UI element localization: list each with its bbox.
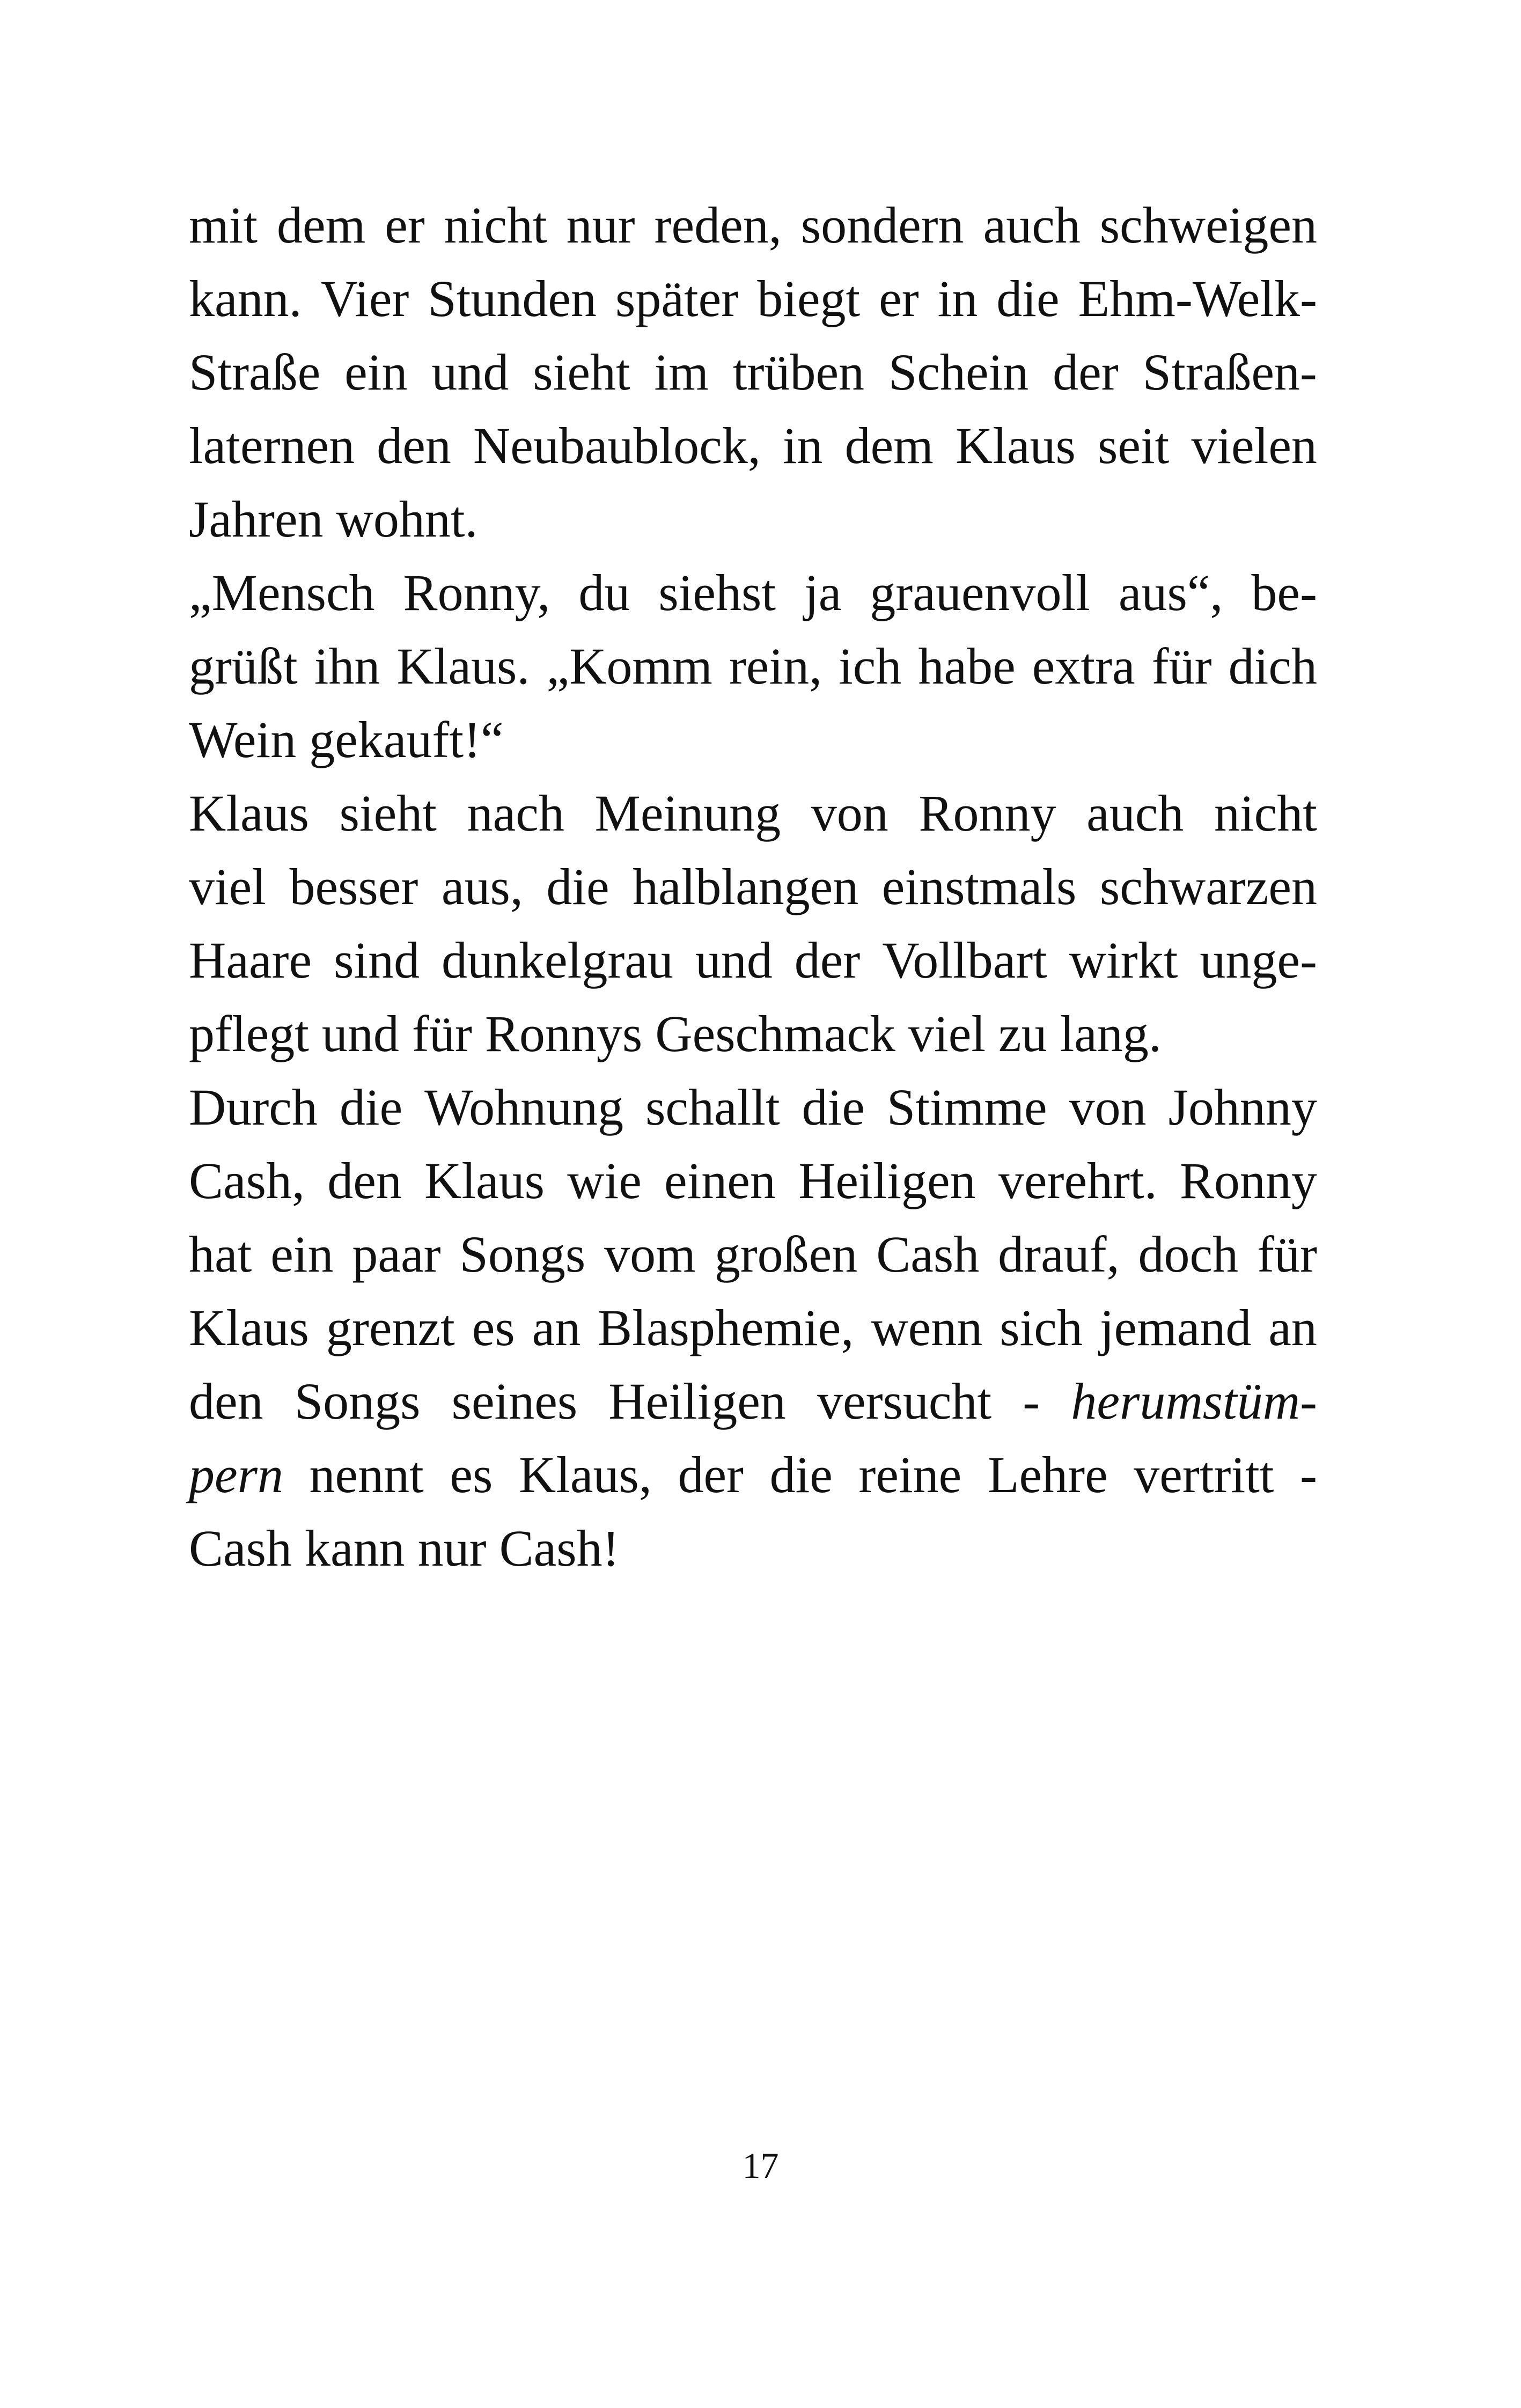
word: Ronny <box>919 784 1056 842</box>
word: Heiligen <box>608 1372 786 1430</box>
word: reden, <box>654 196 782 254</box>
word: - <box>1023 1372 1040 1430</box>
word: wie <box>567 1152 642 1209</box>
text-line <box>189 776 1317 850</box>
word: paar <box>352 1225 441 1283</box>
word: viel <box>189 858 266 915</box>
word: Klaus. <box>396 637 530 695</box>
word: für <box>1257 1225 1317 1283</box>
text-line <box>189 1364 1317 1438</box>
word: seines <box>451 1372 578 1430</box>
word: dunkelgrau <box>442 931 673 989</box>
word: im <box>654 343 709 401</box>
word: den <box>377 417 451 474</box>
word: hat <box>189 1225 252 1283</box>
word: verehrt. <box>998 1152 1157 1209</box>
word: der <box>678 1446 744 1503</box>
word: aus, <box>441 858 523 915</box>
word: in <box>782 417 823 474</box>
word: dem <box>844 417 934 474</box>
text-line <box>189 409 1317 482</box>
word: Klaus <box>189 1299 309 1356</box>
word: doch <box>1138 1225 1239 1283</box>
word: be- <box>1251 564 1317 621</box>
word: schweigen <box>1099 196 1317 254</box>
text-line <box>189 1144 1317 1217</box>
text-line: Jahren wohnt. <box>189 490 478 548</box>
word: Vollbart <box>882 931 1047 989</box>
word: er <box>385 196 425 254</box>
text-line <box>189 188 1317 262</box>
word: „Komm <box>546 637 712 695</box>
text-line <box>189 923 1317 997</box>
word: der <box>1053 343 1119 401</box>
word: nicht <box>444 196 547 254</box>
word: an <box>532 1299 581 1356</box>
word: einen <box>664 1152 776 1209</box>
word: Johnny <box>1168 1078 1317 1136</box>
text-line: pflegt und für Ronnys Geschmack viel zu lang. <box>189 1005 1162 1062</box>
word: die <box>339 1078 403 1136</box>
word: Klaus <box>424 1152 545 1209</box>
word: Neubaublock, <box>473 417 761 474</box>
word: drauf, <box>998 1225 1120 1283</box>
word: er <box>879 270 919 327</box>
text-line <box>189 1438 1317 1511</box>
word: nach <box>467 784 564 842</box>
body-text <box>189 188 1317 1585</box>
word: Heiligen <box>798 1152 976 1209</box>
word: dem <box>276 196 366 254</box>
word: von <box>1069 1078 1147 1136</box>
word: Durch <box>189 1078 318 1136</box>
word: Cash, <box>189 1152 305 1209</box>
word: und <box>431 343 509 401</box>
word: siehst <box>658 564 776 621</box>
word: den <box>327 1152 402 1209</box>
word: biegt <box>757 270 861 327</box>
word: Stunden <box>428 270 597 327</box>
word: Cash <box>876 1225 980 1283</box>
italic-word: herumstüm- <box>1071 1372 1317 1430</box>
word: ja <box>804 564 842 621</box>
word: Haare <box>189 931 312 989</box>
word: einstmals <box>881 858 1077 915</box>
text-line <box>189 629 1317 703</box>
word: grenzt <box>326 1299 455 1356</box>
word: sieht <box>533 343 630 401</box>
word: laternen <box>189 417 355 474</box>
word: Klaus, <box>518 1446 652 1503</box>
word: kann. <box>189 270 302 327</box>
word: die <box>802 1078 865 1136</box>
word: Straßen- <box>1142 343 1317 401</box>
word: Stimme <box>886 1078 1047 1136</box>
word: Klaus <box>189 784 309 842</box>
word: extra <box>1032 637 1135 695</box>
word: Vier <box>320 270 409 327</box>
text-line <box>189 335 1317 409</box>
word: wenn <box>871 1299 983 1356</box>
word: die <box>996 270 1060 327</box>
word: du <box>578 564 630 621</box>
word: reine <box>858 1446 962 1503</box>
word: die <box>769 1446 833 1503</box>
italic-word: pern <box>189 1446 283 1503</box>
page-number: 17 <box>742 2145 779 2186</box>
word: in <box>937 270 978 327</box>
word: nur <box>566 196 635 254</box>
word: vertritt <box>1134 1446 1274 1503</box>
word: sieht <box>339 784 437 842</box>
word: nennt <box>309 1446 424 1503</box>
word: Songs <box>459 1225 586 1283</box>
word: trüben <box>732 343 865 401</box>
word: besser <box>289 858 418 915</box>
text-line: Wein gekauft!“ <box>189 711 504 768</box>
word: später <box>615 270 739 327</box>
word: seit <box>1097 417 1170 474</box>
word: mit <box>189 196 258 254</box>
word: Blasphemie, <box>598 1299 854 1356</box>
word: Klaus <box>955 417 1076 474</box>
word: großen <box>714 1225 858 1283</box>
text-line <box>189 556 1317 629</box>
word: grüßt <box>189 637 298 695</box>
word: habe <box>918 637 1016 695</box>
word: ich <box>839 637 902 695</box>
text-line <box>189 1291 1317 1364</box>
text-line <box>189 262 1317 335</box>
word: für <box>1151 637 1212 695</box>
word: es <box>472 1299 515 1356</box>
word: rein, <box>729 637 822 695</box>
text-line <box>189 1217 1317 1291</box>
word: auch <box>983 196 1081 254</box>
word: Meinung <box>594 784 781 842</box>
word: die <box>546 858 609 915</box>
word: „Mensch <box>189 564 375 621</box>
word: Wohnung <box>424 1078 624 1136</box>
word: Ronny, <box>403 564 550 621</box>
word: versucht <box>817 1372 992 1430</box>
word: aus“, <box>1118 564 1223 621</box>
word: es <box>450 1446 493 1503</box>
word: ein <box>344 343 408 401</box>
word: auch <box>1086 784 1184 842</box>
word: den <box>189 1372 263 1430</box>
word: grauenvoll <box>870 564 1090 621</box>
word: von <box>811 784 888 842</box>
word: dich <box>1228 637 1317 695</box>
word: wirkt <box>1069 931 1178 989</box>
word: Ehm-Welk- <box>1078 270 1317 327</box>
word: sondern <box>800 196 964 254</box>
word: unge- <box>1200 931 1317 989</box>
word: und <box>695 931 773 989</box>
word: sich <box>1000 1299 1083 1356</box>
word: Songs <box>294 1372 421 1430</box>
word: schallt <box>645 1078 780 1136</box>
word: ein <box>270 1225 334 1283</box>
word: jemand <box>1099 1299 1252 1356</box>
word: ihn <box>314 637 380 695</box>
word: Straße <box>189 343 321 401</box>
word: schwarzen <box>1099 858 1317 915</box>
word: der <box>794 931 861 989</box>
word: - <box>1300 1446 1317 1503</box>
word: Lehre <box>987 1446 1108 1503</box>
word: vielen <box>1191 417 1317 474</box>
text-line: Cash kann nur Cash! <box>189 1519 620 1577</box>
word: halblangen <box>633 858 859 915</box>
text-line <box>189 1070 1317 1144</box>
text-line <box>189 850 1317 923</box>
word: an <box>1268 1299 1317 1356</box>
word: sind <box>334 931 420 989</box>
word: Schein <box>888 343 1029 401</box>
word: vom <box>604 1225 696 1283</box>
word: nicht <box>1214 784 1317 842</box>
word: Ronny <box>1179 1152 1317 1209</box>
